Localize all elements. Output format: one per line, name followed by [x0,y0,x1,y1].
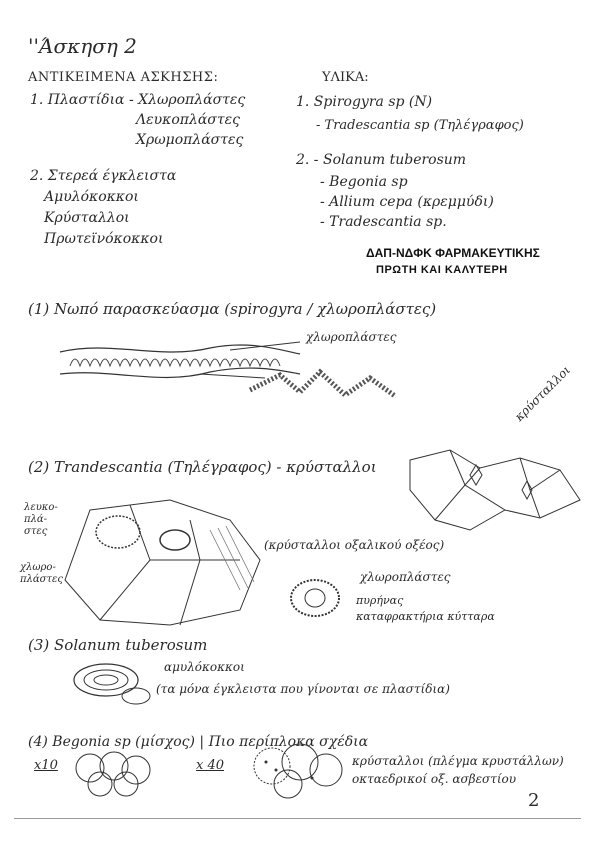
section-3-label: αμυλόκοκκοι [164,660,245,674]
section-1-title: (1) Νωπό παρασκεύασμα (spirogyra / χλωροπλάστες) [28,300,437,318]
nucleus-label: πυρήνας [356,594,404,607]
materials-heading: ΥΛΙΚΑ: [322,70,369,85]
magnification-x40: x 40 [196,758,225,773]
section-1-label: χλωροπλάστες [306,330,397,344]
objective-item: Αμυλόκοκκοι [44,189,139,205]
objective-item: Πρωτεϊνόκοκκοι [44,231,164,247]
objective-item: Λευκοπλάστες [136,112,240,128]
section-3-note: (τα μόνα έγκλειστα που γίνονται σε πλαστίδια) [156,682,450,696]
section-2-crystals-label: κρύσταλλοι [512,362,574,424]
tradescantia-cells-drawing [410,430,580,540]
section-4-note-1: κρύσταλλοι (πλέγμα κρυστάλλων) [352,754,564,768]
objective-item: 1. Πλαστίδια - Χλωροπλάστες [30,92,246,108]
begonia-x10-drawing [70,750,160,800]
section-2-title: (2) Trandescantia (Τηλέγραφος) - κρύσταλλοι [28,458,377,476]
chloroplasts-side-label: χλωρο- πλάστες [20,562,63,585]
material-item: - Allium cepa (κρεμμύδι) [320,194,494,210]
oxalate-crystals-label: (κρύσταλλοι οξαλικού οξέος) [264,538,445,552]
stamp-line-2: ΠΡΩΤΗ ΚΑΙ ΚΑΛΥΤΕΡΗ [376,264,508,276]
objective-item: 2. Στερεά έγκλειστα [30,168,177,184]
stoma-drawing [285,576,345,621]
material-item: 2. - Solanum tuberosum [296,152,467,168]
section-3-title: (3) Solanum tuberosum [28,636,208,654]
section-4-note-2: οκταεδρικοί οξ. ασβεστίου [352,772,517,786]
chloroplasts-label: χλωροπλάστες [360,570,451,584]
stamp-line-1: ΔΑΠ-ΝΔΦΚ ΦΑΡΜΑΚΕΥΤΙΚΗΣ [366,246,540,260]
material-item: - Tradescantia sp. [320,214,447,230]
material-item: - Tradescantia sp (Τηλέγραφος) [316,118,524,133]
leucoplasts-label: λευκο- πλά- στες [24,502,58,537]
material-item: - Begonia sp [320,174,408,190]
begonia-x40-drawing [250,744,350,800]
tradescantia-epidermis-drawing [50,500,310,630]
magnification-x10: x10 [34,758,58,773]
page-title: ''Άσκηση 2 [28,34,137,58]
section-4-title: (4) Begonia sp (μίσχος) | Πιο περίπλοκα σχέδια [28,734,369,750]
page-number: 2 [528,790,540,811]
objective-item: Κρύσταλλοι [44,210,130,226]
bottom-rule [14,818,581,819]
objective-item: Χρωμοπλάστες [136,132,244,148]
material-item: 1. Spirogyra sp (N) [296,94,433,110]
objectives-heading: ΑΝΤΙΚΕΙΜΕΝΑ ΑΣΚΗΣΗΣ: [28,70,219,85]
guard-cells-label: καταφρακτήρια κύτταρα [356,610,495,623]
starch-grains-drawing [66,660,156,710]
